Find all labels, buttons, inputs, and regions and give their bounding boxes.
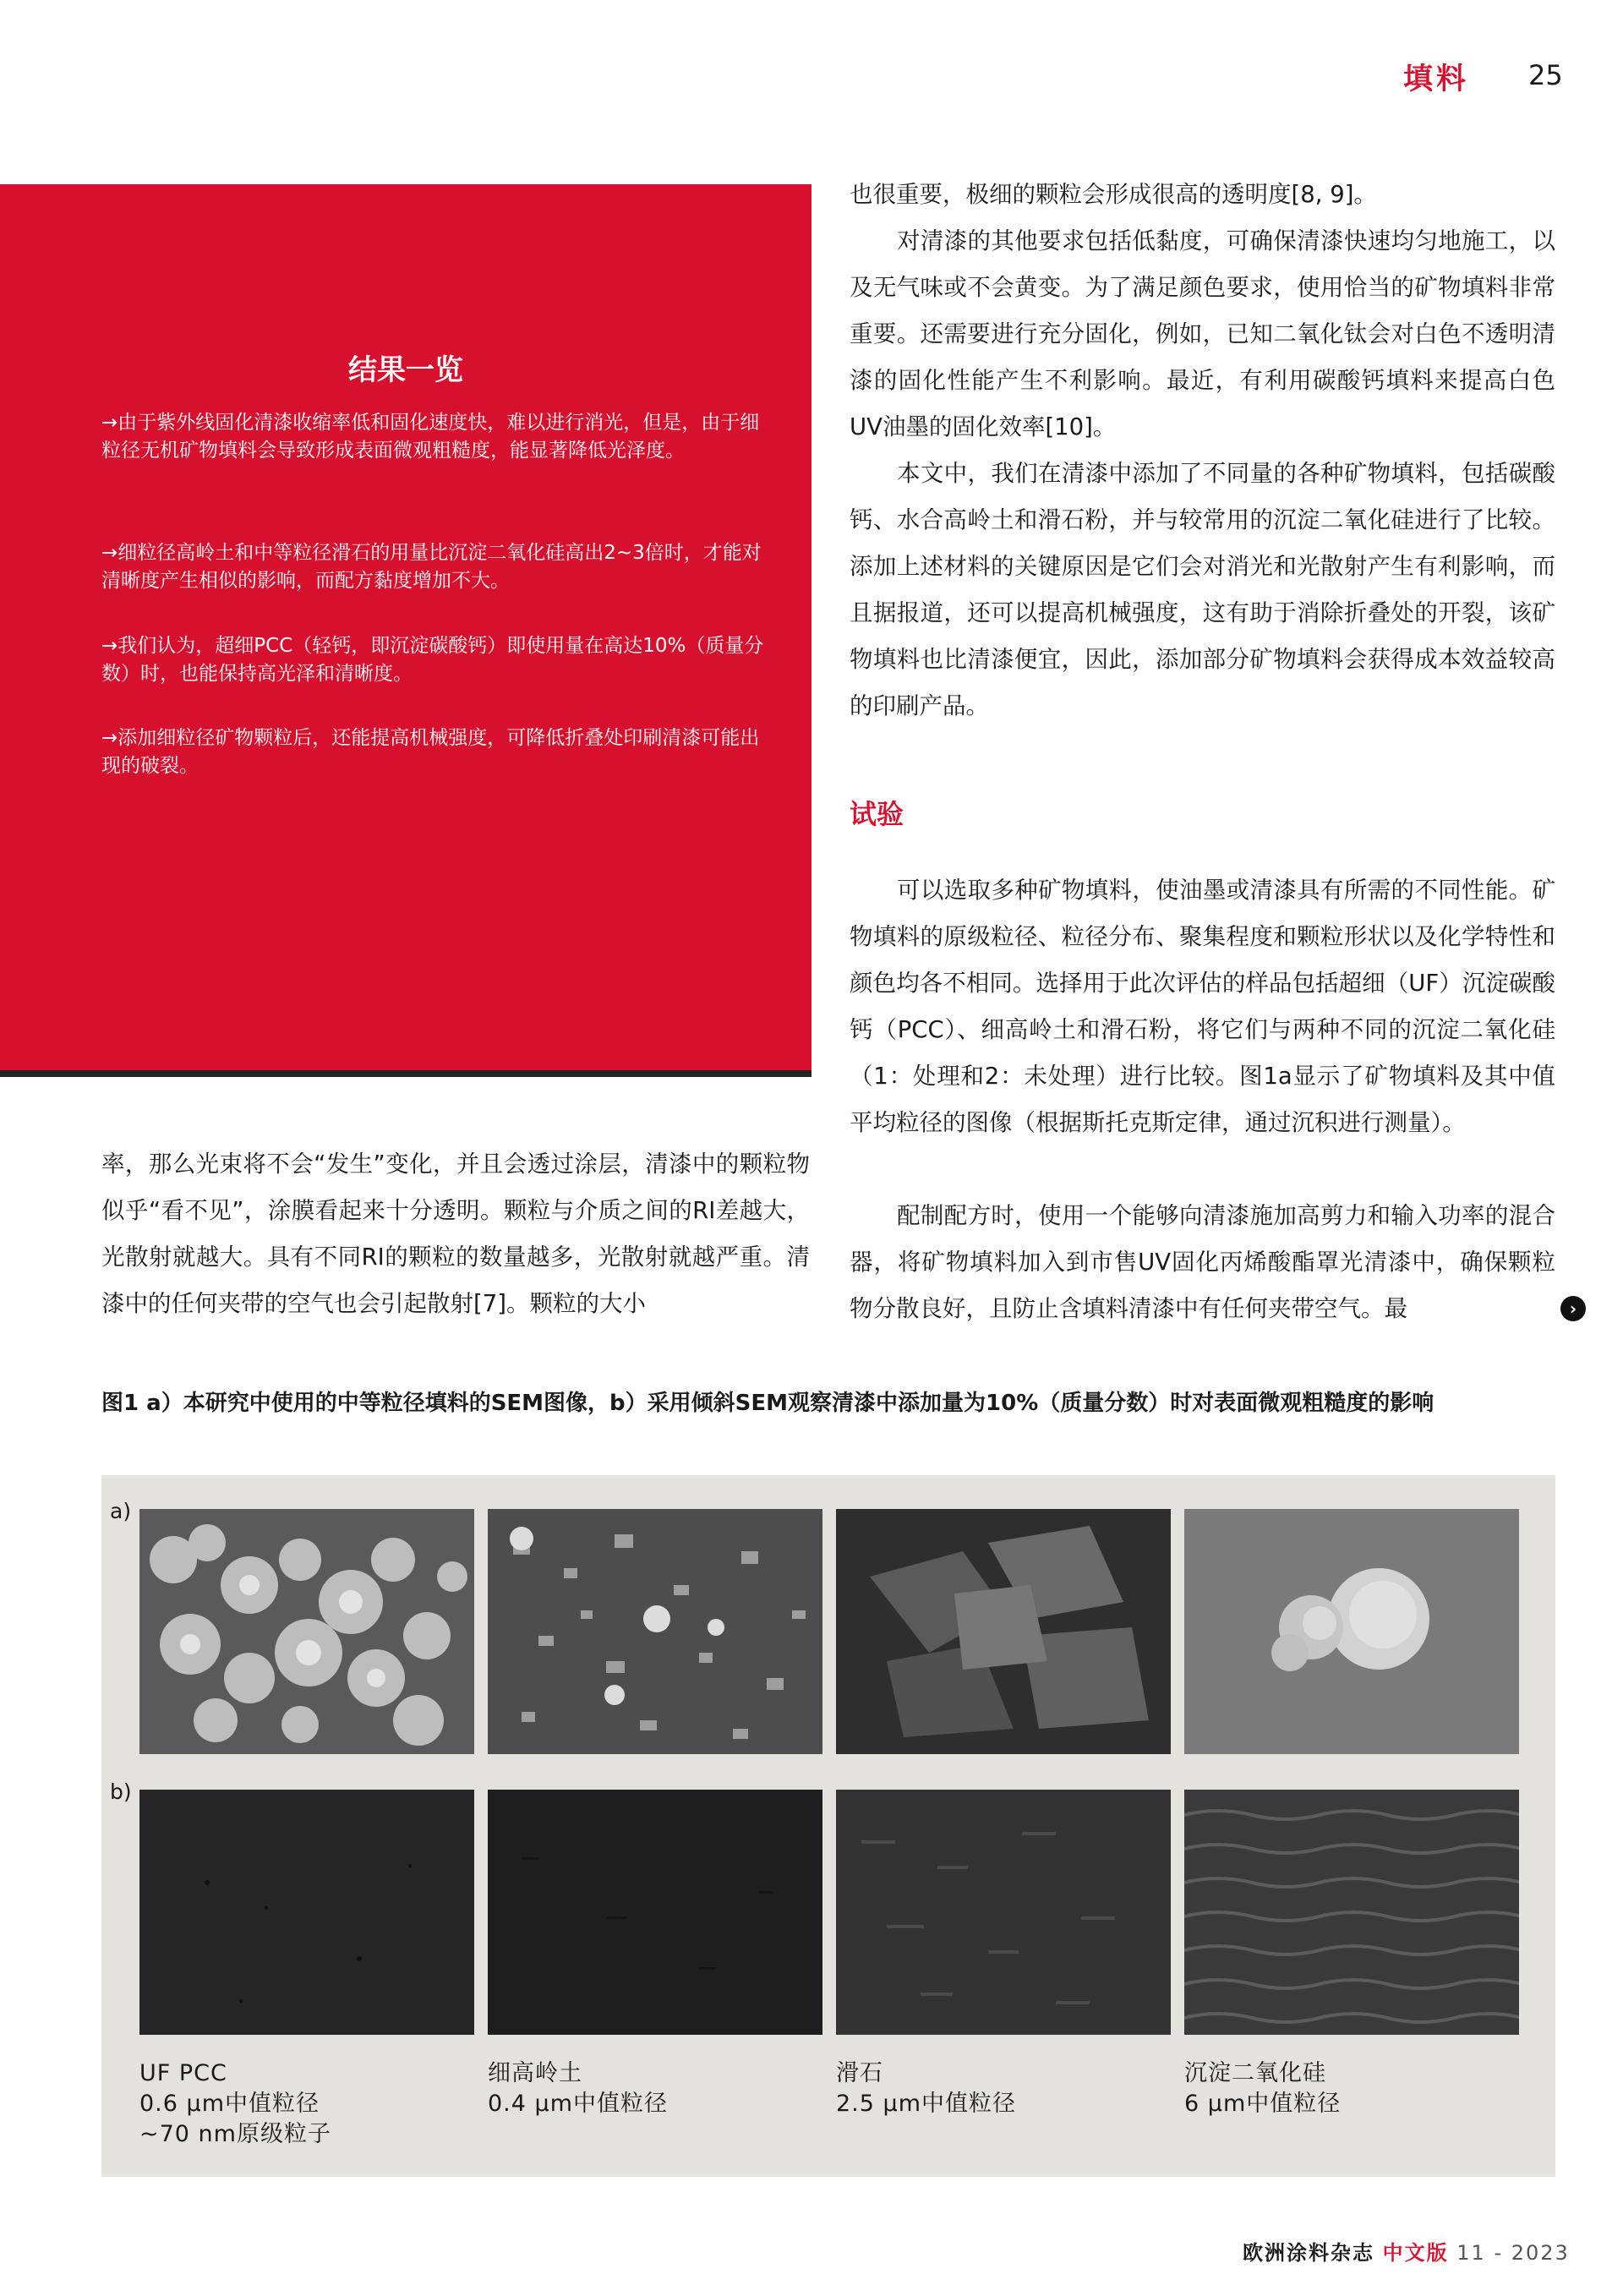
sample-label-fine-kaolin bbox=[488, 2058, 668, 2119]
sample-label-uf-pcc bbox=[139, 2058, 331, 2150]
sem-surface-talc bbox=[836, 1790, 1171, 2035]
body-paragraph: 对清漆的其他要求包括低黏度，可确保清漆快速均匀地施工，以及无气味或不会黄变。为了满足颜色要求，使用恰当的矿物填料非常重要。还需要进行充分固化，例如，已知二氧化钛会对白色不透明清漆的固化性能产生不利影响。最近，有利用碳酸钙填料来提高白色UV油墨的固化效率[10]。 bbox=[850, 227, 1555, 440]
sem-surface-fine-kaolin bbox=[488, 1790, 822, 2035]
summary-item: →由于紫外线固化清漆收缩率低和固化速度快，难以进行消光，但是，由于细粒径无机矿物填料会导致形成表面微观粗糙度，能显著降低光泽度。 bbox=[101, 412, 760, 462]
figure-caption: 图1 a）本研究中使用的中等粒径填料的SEM图像，b）采用倾斜SEM观察清漆中添加量为10%（质量分数）时对表面微观粗糙度的影响 bbox=[101, 1391, 1434, 1416]
issue-label: 11 - 2023 bbox=[1456, 2241, 1570, 2265]
page-number: 25 bbox=[1528, 59, 1563, 91]
body-paragraph: 本文中，我们在清漆中添加了不同量的各种矿物填料，包括碳酸钙、水合高岭土和滑石粉，并与较常用的沉淀二氧化硅进行了比较。添加上述材料的关键原因是它们会对消光和光散射产生有利影响，而且据报道，还可以提高机械强度，这有助于消除折叠处的开裂，该矿物填料也比清漆便宜，因此，添加部分矿物填料会获得成本效益较高的印刷产品。 bbox=[850, 460, 1555, 719]
figure-panel bbox=[101, 1475, 1555, 2177]
sample-name: UF PCC bbox=[139, 2060, 227, 2086]
sample-name: 沉淀二氧化硅 bbox=[1184, 2060, 1326, 2086]
body-paragraph: 也很重要，极细的颗粒会形成很高的透明度[8, 9]。 bbox=[850, 181, 1377, 208]
sample-name: 细高岭土 bbox=[488, 2060, 582, 2086]
section-title: 填料 bbox=[1403, 63, 1470, 96]
footer bbox=[1243, 2236, 1570, 2266]
sample-median-size: 2.5 μm中值粒径 bbox=[836, 2091, 1017, 2117]
sem-surface-precipitated-silica bbox=[1184, 1790, 1519, 2035]
row-label-b: b) bbox=[110, 1779, 132, 1804]
sample-median-size: 6 μm中值粒径 bbox=[1184, 2091, 1342, 2117]
sem-image-fine-kaolin bbox=[488, 1509, 822, 1754]
sample-median-size: 0.4 μm中值粒径 bbox=[488, 2091, 669, 2117]
sem-image-talc bbox=[836, 1509, 1171, 1754]
sample-primary-size: ~70 nm原级粒子 bbox=[139, 2121, 331, 2147]
section-heading: 试验 bbox=[850, 798, 904, 830]
sample-median-size: 0.6 μm中值粒径 bbox=[139, 2091, 320, 2117]
sem-image-precipitated-silica bbox=[1184, 1509, 1519, 1754]
summary-item: →细粒径高岭土和中等粒径滑石的用量比沉淀二氧化硅高出2~3倍时，才能对清晰度产生相似的影响，而配方黏度增加不大。 bbox=[101, 542, 762, 592]
summary-item: →我们认为，超细PCC（轻钙，即沉淀碳酸钙）即使用量在高达10%（质量分数）时，也能保持高光泽和清晰度。 bbox=[101, 635, 764, 685]
journal-name: 欧洲涂料杂志 bbox=[1243, 2241, 1374, 2265]
edition-label: 中文版 bbox=[1382, 2241, 1449, 2265]
body-paragraph: 配制配方时，使用一个能够向清漆施加高剪力和输入功率的混合器，将矿物填料加入到市售UV固化丙烯酸酯罩光清漆中，确保颗粒物分散良好，且防止含填料清漆中有任何夹带空气。最 bbox=[850, 1202, 1555, 1322]
continue-arrow-icon: › bbox=[1560, 1296, 1586, 1321]
summary-title: 结果一览 bbox=[348, 353, 463, 387]
summary-box bbox=[0, 184, 812, 1070]
sample-label-talc bbox=[836, 2058, 1016, 2119]
body-paragraph: 可以选取多种矿物填料，使油墨或清漆具有所需的不同性能。矿物填料的原级粒径、粒径分布、聚集程度和颗粒形状以及化学特性和颜色均各不相同。选择用于此次评估的样品包括超细（UF）沉淀碳酸钙（PCC）、细高岭土和滑石粉，将它们与两种不同的沉淀二氧化硅（1：处理和2：未处理）进行比较。图1a显示了矿物填料及其中值平均粒径的图像（根据斯托克斯定律，通过沉积进行测量）。 bbox=[850, 877, 1555, 1136]
body-paragraph-left: 率，那么光束将不会“发生”变化，并且会透过涂层，清漆中的颗粒物似乎“看不见”，涂膜看起来十分透明。颗粒与介质之间的RI差越大，光散射就越大。具有不同RI的颗粒的数量越多，光散射就越严重。清漆中的任何夹带的空气也会引起散射[7]。颗粒的大小 bbox=[101, 1151, 810, 1317]
sem-surface-uf-pcc bbox=[139, 1790, 474, 2035]
row-label-a: a) bbox=[110, 1499, 132, 1523]
sample-name: 滑石 bbox=[836, 2060, 883, 2086]
summary-item: →添加细粒径矿物颗粒后，还能提高机械强度，可降低折叠处印刷清漆可能出现的破裂。 bbox=[101, 727, 760, 777]
sem-image-uf-pcc bbox=[139, 1509, 474, 1754]
sample-label-precipitated-silica bbox=[1184, 2058, 1341, 2119]
summary-box-shadow bbox=[0, 1070, 812, 1077]
